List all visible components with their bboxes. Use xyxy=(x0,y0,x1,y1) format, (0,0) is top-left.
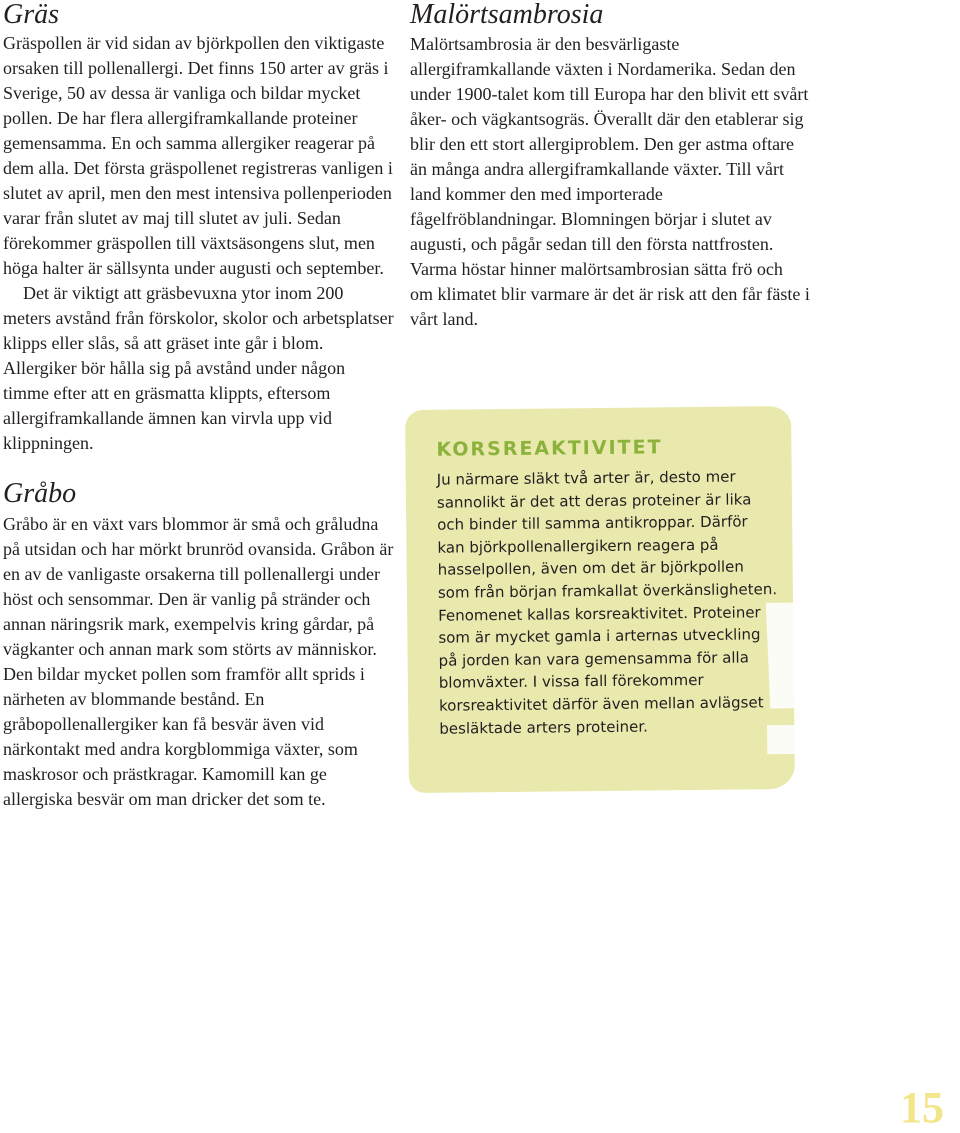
grabo-heading: Gråbo xyxy=(3,478,77,509)
left-column xyxy=(3,0,395,812)
grabo-paragraph-1: Gråbo är en växt vars blommor är små och gråludna på utsidan och har mörkt brunröd ovansida. Gråbon är en av de vanligaste orsakerna till pollenallergi under höst och sensommar. Den är vanlig på stränder och annan näringsrik mark, exempelvis kring gårdar, på vägkanter och annan mark som störts av människor. Den bildar mycket pollen som framför allt sprids i närheten av blommande bestånd. En gråbopollenallergiker kan få besvär även vid närkontakt med andra korgblommiga växter, som maskrosor och prästkragar. Kamomill kan ge allergiska besvär om man dricker det som te. xyxy=(3,514,394,809)
grabo-body xyxy=(3,512,395,812)
mugwort-body xyxy=(410,32,810,332)
callout-heading: KORSREAKTIVITET xyxy=(436,436,663,461)
grass-paragraph-1: Gräspollen är vid sidan av björkpollen den viktigaste orsaken till pollenallergi. Det finns 150 arter av gräs i Sverige, 50 av dessa är vanliga och bildar mycket pollen. De har flera allergiframkallande proteiner gemensamma. En och samma allergiker reagerar på dem alla. Det första gräspollenet registreras vanligen i slutet av april, men den mest intensiva pollenperioden varar från slutet av maj till slutet av juli. Sedan förekommer gräspollen till växtsäsongens slut, men höga halter är sällsynta under augusti och september. xyxy=(3,33,393,278)
cross-reactivity-callout xyxy=(405,406,821,802)
mugwort-paragraph-1: Malörtsambrosia är den besvärligaste allergiframkallande växten i Nordamerika. Sedan den under 1900-talet kom till Europa har den blivit ett svårt åker- och vägkantsogräs. Överallt där den etablerar sig blir den ett stort allergiproblem. Den ger astma oftare än många andra allergiframkallande växter. Till vårt land kommer den med importerade fågelfröblandningar. Blomningen börjar i slutet av augusti, och pågår sedan till den första nattfrosten. Varma höstar hinner malörtsambrosian sätta frö och om klimatet blir varmare är det är risk att den får fäste i vårt land. xyxy=(410,34,810,329)
right-column xyxy=(410,0,810,332)
callout-content xyxy=(436,433,779,740)
mugwort-heading: Malörtsambrosia xyxy=(410,0,604,30)
callout-text: Ju närmare släkt två arter är, desto mer sannolikt är det att deras proteiner är lika och binder till samma antikroppar. Därför kan björkpollenallergikern reagera på hasselpollen, även om det är björkpollen som från början framkallat överkänsligheten. Fenomenet kallas korsreaktivitet. Proteiner som är mycket gamla i arternas utveckling på jorden kan vara gemensamma för alla blomväxter. I vissa fall förekommer korsreaktivitet därför även mellan avlägset besläktade arters proteiner. xyxy=(436,467,778,738)
exclamation-icon: ! xyxy=(744,554,821,802)
grass-body xyxy=(3,31,395,456)
page-number: 15 xyxy=(900,1083,944,1132)
grass-paragraph-2: Det är viktigt att gräsbevuxna ytor inom 200 meters avstånd från förskolor, skolor och arbetsplatser klipps eller slås, så att gräset inte går i blom. Allergiker bör hålla sig på avstånd under någon timme efter att en gräsmatta klippts, eftersom allergiframkallande ämnen kan virvla upp vid klippningen. xyxy=(3,283,394,453)
grass-heading: Gräs xyxy=(3,0,60,30)
